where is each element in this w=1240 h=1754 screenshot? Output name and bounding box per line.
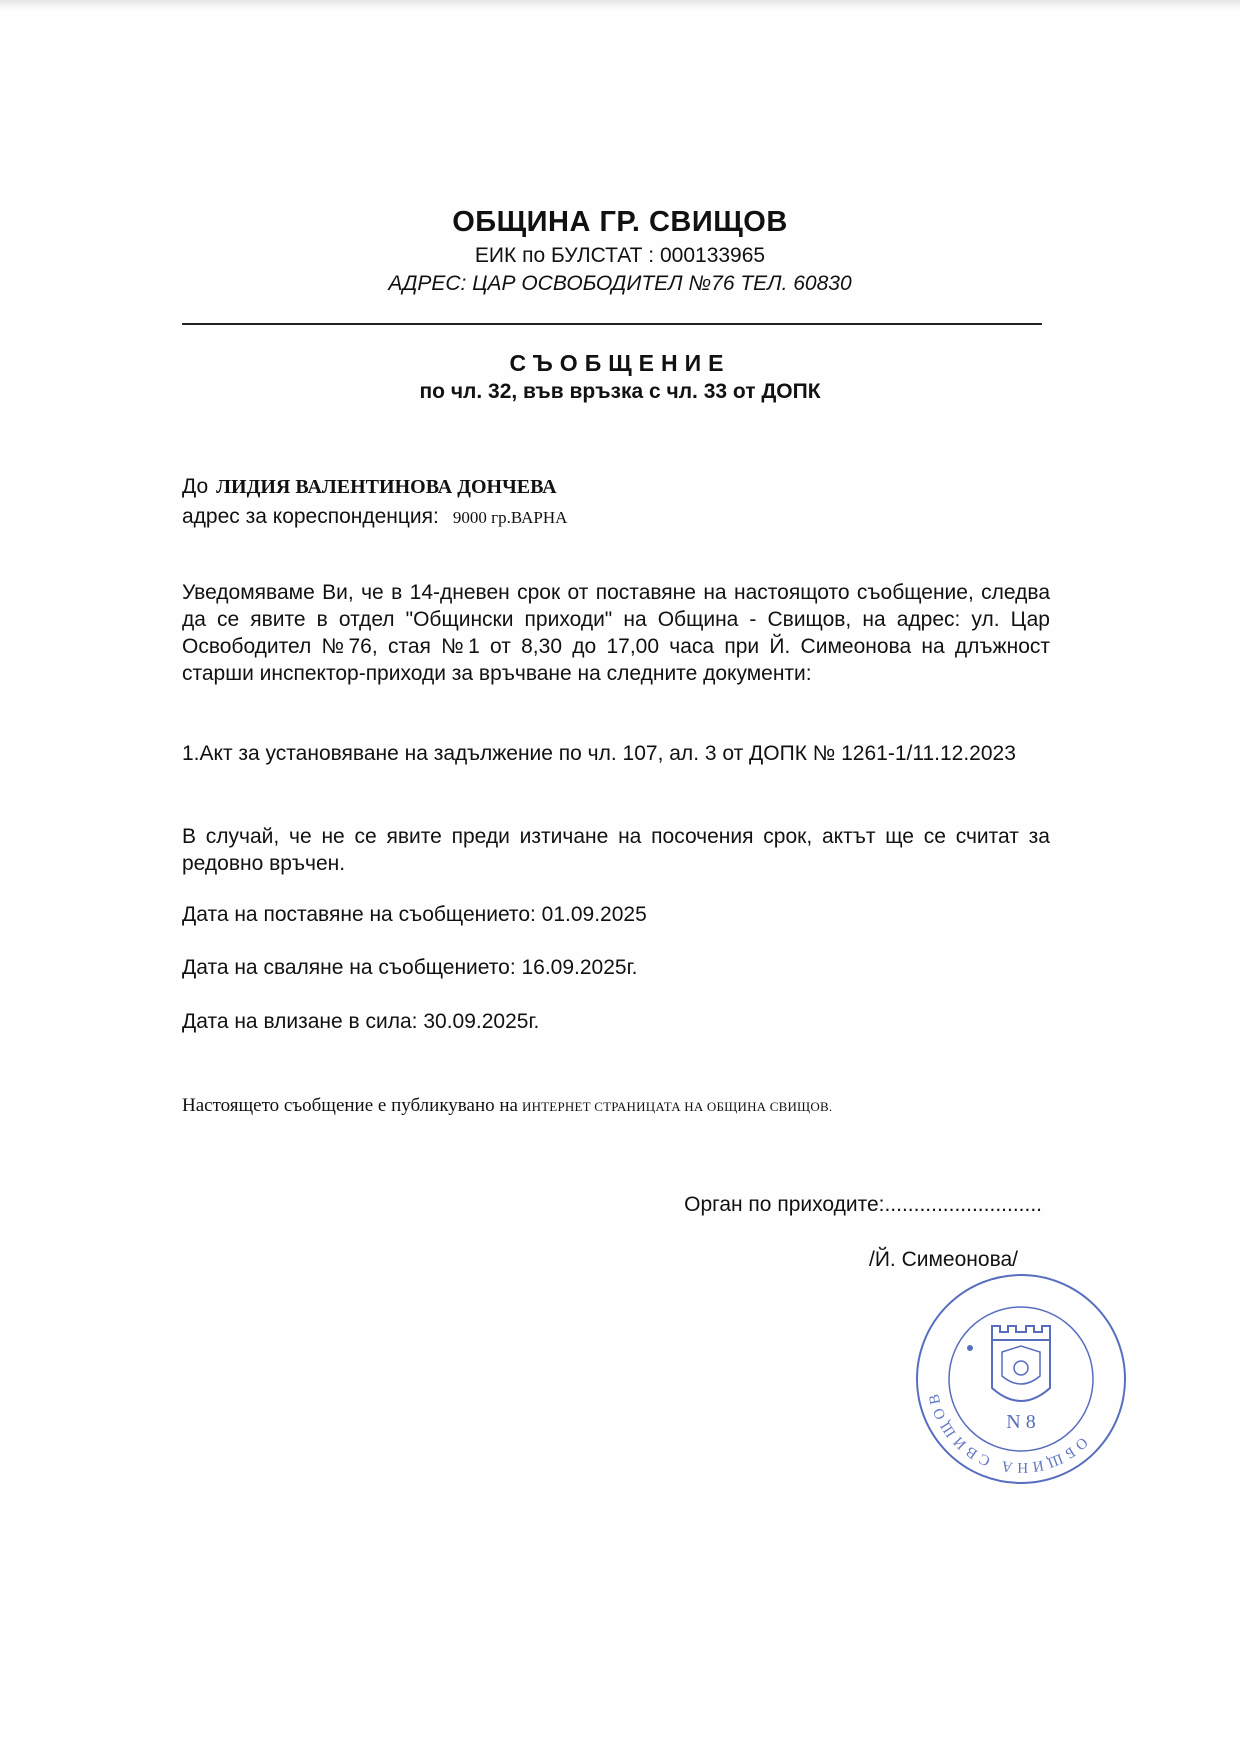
stamp-outer-ring (917, 1275, 1125, 1483)
recipient-name: ЛИДИЯ ВАЛЕНТИНОВА ДОНЧЕВА (216, 476, 557, 498)
date-removed: Дата на сваляне на съобщението: 16.09.2025г. (182, 956, 638, 979)
address-label: адрес за кореспонденция: (182, 505, 439, 528)
date-effective: Дата на влизане в сила: 30.09.2025г. (182, 1010, 540, 1033)
correspondence-address-line (182, 505, 567, 529)
date-posted: Дата на поставяне на съобщението: 01.09.2025 (182, 903, 647, 926)
scan-edge-shadow (0, 0, 1240, 10)
org-address: АДРЕС: ЦАР ОСВОБОДИТЕЛ №76 ТЕЛ. 60830 (388, 272, 852, 295)
stamp-crown (992, 1326, 1050, 1340)
notice-paragraph: Уведомяваме Ви, че в 14-дневен срок от поставяне на настоящото съобщение, следва да се явите в отдел "Общински приходи" на Община - Свищов, на адрес: ул. Цар Освободител №76, стая №1 от 8,30 до 17,00 часа при Й. Симеонова на длъжност старши инспектор-приходи за връчване на следните документи: (182, 581, 1050, 685)
to-label: До (182, 475, 209, 498)
notice-title: СЪОБЩЕНИЕ (509, 350, 731, 376)
stamp-ring-text: ОБЩИНА СВИЩОВ (925, 1388, 1091, 1476)
org-eik: ЕИК по БУЛСТАТ : 000133965 (474, 244, 766, 267)
address-value: 9000 гр.ВАРНА (452, 508, 568, 527)
publication-note (182, 1095, 832, 1117)
stamp-number: N 8 (1006, 1411, 1036, 1433)
revenue-organ-line: Орган по приходите:........................... (684, 1193, 1042, 1216)
stamp-inner-shield (1002, 1346, 1040, 1384)
publication-text: Настоящето съобщение е публикувано на (182, 1095, 518, 1116)
stamp-shield (992, 1340, 1050, 1401)
recipient-line (182, 475, 557, 499)
org-name: ОБЩИНА ГР. СВИЩОВ (452, 206, 788, 238)
notice-subtitle: по чл. 32, във връзка с чл. 33 от ДОПК (419, 380, 821, 403)
consequence-paragraph: В случай, че не се явите преди изтичане на посочения срок, актът ще се считат за редовно връчен. (182, 825, 1050, 875)
publication-source: ИНТЕРНЕТ СТРАНИЦАТА НА ОБЩИНА СВИЩОВ. (521, 1099, 833, 1114)
stamp-emblem (1014, 1361, 1028, 1375)
header-divider (182, 323, 1042, 325)
signer-name: /Й. Симеонова/ (869, 1248, 1018, 1271)
stamp-dot (968, 1346, 972, 1350)
document-item: 1.Акт за установяване на задължение по чл. 107, ал. 3 от ДОПК № 1261-1/11.12.2023 (182, 742, 1016, 765)
municipal-stamp-icon (910, 1268, 1132, 1490)
